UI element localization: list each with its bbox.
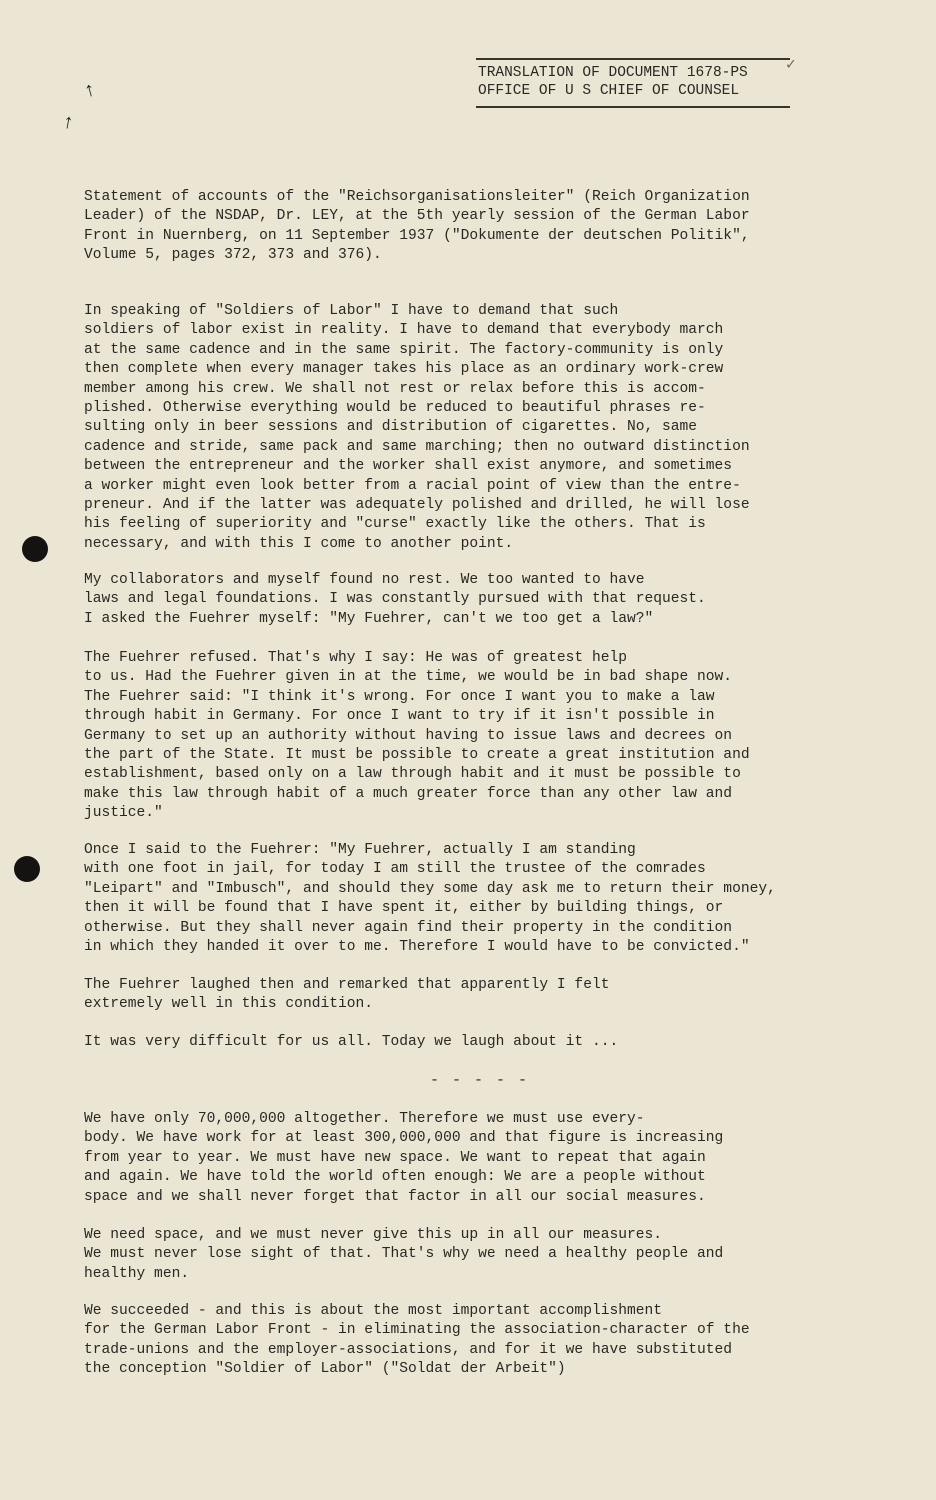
- text-line: soldiers of labor exist in reality. I have to demand that everybody march: [84, 322, 724, 339]
- text-line: through habit in Germany. For once I want to try if it isn't possible in: [84, 708, 715, 725]
- handwritten-mark-icon: ↑: [60, 111, 76, 136]
- text-line: body. We have work for at least 300,000,000 and that figure is increasing: [84, 1130, 724, 1147]
- text-line: establishment, based only on a law through habit and it must be possible to: [84, 766, 741, 783]
- text-line: and again. We have told the world often enough: We are a people without: [84, 1169, 706, 1186]
- text-line: his feeling of superiority and "curse" exactly like the others. That is: [84, 516, 706, 533]
- section-separator: - - - - -: [430, 1072, 530, 1089]
- text-line: preneur. And if the latter was adequately polished and drilled, he will lose: [84, 496, 750, 513]
- text-line: then complete when every manager takes his place as an ordinary work-crew: [84, 361, 724, 378]
- text-line: Germany to set up an authority without having to issue laws and decrees on: [84, 727, 733, 744]
- header-title: TRANSLATION OF DOCUMENT 1678-PS: [478, 65, 748, 81]
- paragraph-collaborators: [84, 571, 834, 629]
- text-line: in which they handed it over to me. Therefore I would have to be convicted.": [84, 938, 750, 955]
- text-line: We need space, and we must never give this up in all our measures.: [84, 1227, 663, 1243]
- text-line: Once I said to the Fuehrer: "My Fuehrer, actually I am standing: [84, 842, 636, 858]
- text-line: plished. Otherwise everything would be reduced to beautiful phrases re-: [84, 399, 706, 416]
- punch-hole-icon: [22, 536, 48, 562]
- paragraph-fuehrer-laughed: [84, 976, 834, 1015]
- text-line: The Fuehrer said: "I think it's wrong. For once I want you to make a law: [84, 688, 715, 705]
- document-header: [476, 58, 790, 108]
- text-line: the conception "Soldier of Labor" ("Soldat der Arbeit"): [84, 1361, 566, 1378]
- text-line: between the entrepreneur and the worker shall exist anymore, and sometimes: [84, 458, 733, 475]
- text-line: extremely well in this condition.: [84, 996, 374, 1013]
- header-office: OFFICE OF U S CHIEF OF COUNSEL: [478, 83, 740, 99]
- text-line: We must never lose sight of that. That's why we need a healthy people and: [84, 1246, 724, 1263]
- text-line: from year to year. We must have new space. We want to repeat that again: [84, 1149, 706, 1166]
- text-line: We succeeded - and this is about the most important accomplishment: [84, 1303, 663, 1319]
- check-mark-icon: ✓: [786, 56, 796, 74]
- text-line: a worker might even look better from a racial point of view than the entre-: [84, 477, 741, 494]
- text-line: to us. Had the Fuehrer given in at the time, we would be in bad shape now.: [84, 669, 733, 686]
- text-line: In speaking of "Soldiers of Labor" I have to demand that such: [84, 303, 619, 319]
- text-line: It was very difficult for us all. Today we laugh about it ...: [84, 1034, 619, 1050]
- paragraph-soldiers-of-labor: [84, 302, 834, 554]
- text-line: otherwise. But they shall never again find their property in the condition: [84, 919, 733, 936]
- text-line: My collaborators and myself found no rest. We too wanted to have: [84, 572, 645, 588]
- paragraph-fuehrer-refused: [84, 649, 834, 824]
- text-line: The Fuehrer refused. That's why I say: He was of greatest help: [84, 650, 627, 666]
- text-line: We have only 70,000,000 altogether. Therefore we must use every-: [84, 1111, 645, 1127]
- text-line: make this law through habit of a much greater force than any other law and: [84, 785, 733, 802]
- text-line: Volume 5, pages 372, 373 and 376).: [84, 247, 382, 264]
- text-line: then it will be found that I have spent it, either by building things, or: [84, 900, 724, 917]
- punch-hole-icon: [14, 856, 40, 882]
- text-line: The Fuehrer laughed then and remarked that apparently I felt: [84, 977, 610, 993]
- text-line: Leader) of the NSDAP, Dr. LEY, at the 5th yearly session of the German Labor: [84, 208, 750, 225]
- text-line: healthy men.: [84, 1265, 190, 1282]
- text-line: member among his crew. We shall not rest or relax before this is accom-: [84, 380, 706, 397]
- text-line: Front in Nuernberg, on 11 September 1937 ("Dokumente der deutschen Politik",: [84, 227, 750, 244]
- text-line: space and we shall never forget that factor in all our social measures.: [84, 1188, 706, 1205]
- text-line: trade-unions and the employer-associations, and for it we have substituted: [84, 1341, 733, 1358]
- text-line: cadence and stride, same pack and same marching; then no outward distinction: [84, 438, 750, 455]
- handwritten-mark-icon: ↑: [81, 78, 99, 105]
- paragraph-difficult: [84, 1033, 834, 1052]
- text-line: laws and legal foundations. I was constantly pursued with that request.: [84, 591, 706, 608]
- text-line: justice.": [84, 805, 163, 822]
- paragraph-succeeded: [84, 1302, 834, 1380]
- text-line: sulting only in beer sessions and distribution of cigarettes. No, same: [84, 419, 698, 436]
- text-line: with one foot in jail, for today I am still the trustee of the comrades: [84, 861, 706, 878]
- intro-paragraph: [84, 188, 834, 266]
- text-line: Statement of accounts of the "Reichsorganisationsleiter" (Reich Organization: [84, 189, 750, 205]
- paragraph-space: [84, 1110, 834, 1207]
- paragraph-jail: [84, 841, 834, 957]
- paragraph-need-space: [84, 1226, 834, 1284]
- text-line: "Leipart" and "Imbusch", and should they some day ask me to return their money,: [84, 880, 776, 897]
- text-line: necessary, and with this I come to another point.: [84, 535, 514, 552]
- text-line: I asked the Fuehrer myself: "My Fuehrer, can't we too get a law?": [84, 610, 654, 627]
- text-line: for the German Labor Front - in eliminating the association-character of the: [84, 1322, 750, 1339]
- text-line: at the same cadence and in the same spirit. The factory-community is only: [84, 341, 724, 358]
- text-line: the part of the State. It must be possible to create a great institution and: [84, 746, 750, 763]
